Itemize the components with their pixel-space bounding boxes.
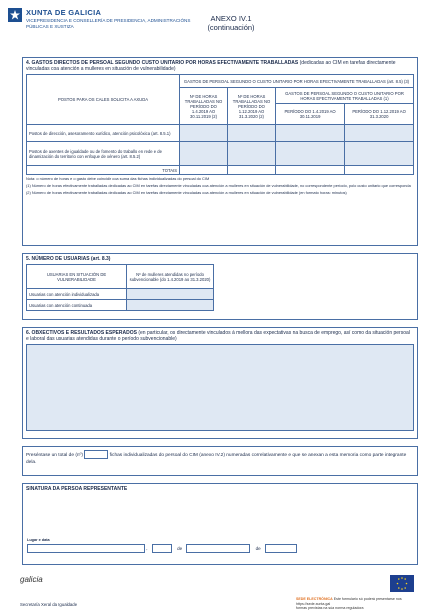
cell-input[interactable] xyxy=(345,142,414,166)
cell-total[interactable] xyxy=(228,166,276,175)
present-text-1: Preséntase un total de (nº) xyxy=(26,452,83,458)
users-table xyxy=(26,264,214,311)
section-5-title: 5. NÚMERO DE USUARIAS (art. 8.3) xyxy=(26,256,111,262)
cell-input[interactable] xyxy=(345,125,414,142)
cell-input[interactable] xyxy=(127,289,214,300)
cell-input[interactable] xyxy=(276,125,345,142)
year-input[interactable] xyxy=(265,544,297,553)
cell-input[interactable] xyxy=(180,125,228,142)
col-group: GASTOS DE PERSOAL SEGUNDO O CUSTO UNITARIO POR HORAS EFECTIVAMENTE TRABALLADAS (art. 8.5) (3) xyxy=(180,75,414,88)
col-users: USUARIAS EN SITUACIÓN DE VULNERABILIDADE xyxy=(27,265,127,289)
col-period-1: PERÍODO DO 1.4.2019 AO 30.11.2019 xyxy=(276,104,345,125)
cell-input[interactable] xyxy=(228,142,276,166)
eu-flag-icon xyxy=(390,575,414,592)
section-4-title: 4. GASTOS DIRECTOS DE PERSOAL SEGUNDO CUSTO UNITARIO POR HORAS EFECTIVAMENTE TRABALLADAS (dedicadas ao CIM en tarefas directamente vinculadas coa atención a mulleres en situación de vulnerabilidade) xyxy=(26,60,396,72)
objectives-textarea[interactable] xyxy=(26,344,414,431)
row-equality-agents: Postos de axentes de igualdade ou de fomento do traballo en rede e de dinamización do territorio con enfoque de xénero (art. 8.5.2) xyxy=(27,142,180,166)
footer-right: SEDE ELECTRÓNICA Este formulario só poderá presentarse nos https://sede.xunta.gal formas previstas na súa norma reguladora xyxy=(296,597,402,611)
row-continued: Usuarias con atención continuada xyxy=(27,300,127,311)
col-hours-1: Nº DE HORAS TRABALLADAS NO PERÍODO DO 1.4.2019 AO 30.11.2019 (2) xyxy=(180,88,228,125)
row-individual: Usuarias con atención individualizada xyxy=(27,289,127,300)
row-direction: Postos de dirección, asesoramento xurídico, atención psicolóxica (art. 8.5.1) xyxy=(27,125,180,142)
signature-title: SINATURA DA PERSOA REPRESENTANTE xyxy=(26,486,128,492)
col-hours-2: Nº DE HORAS TRABALLADAS NO PERÍODO DO 1.12.2019 AO 31.3.2020 (2) xyxy=(228,88,276,125)
place-date-label: Lugar e data xyxy=(27,538,50,542)
col-cost-group: GASTOS DE PERSOAL SEGUNDO O CUSTO UNITARIO POR HORAS EFECTIVAMENTE TRABALLADAS (1) xyxy=(276,88,414,104)
present-section xyxy=(22,446,418,476)
cell-input[interactable] xyxy=(180,142,228,166)
section-4 xyxy=(22,57,418,246)
section-5 xyxy=(22,253,418,320)
footer-left: Secretaría Xeral da Igualdade xyxy=(20,602,78,607)
page-header xyxy=(8,6,433,56)
note-1: (1) Número de horas efectivamente traballadas dedicadas ao CIM en tarefas directamente vinculadas coa atención a mulleres en situación de vulnerabilidade, no correspondente período, polo custo unitario que corresponda xyxy=(26,183,411,188)
col-period-2: PERÍODO DO 1.12.2019 AO 31.3.2020 xyxy=(345,104,414,125)
note-0: Nota: o número de horas e o gasto debe coincidir coa suma das fichas individualizadas do persoal do CIM xyxy=(26,176,210,181)
files-count-input[interactable] xyxy=(84,450,108,459)
col-posts: POSTOS PARA OS CALES SOLICITA A AXUDA xyxy=(27,75,180,125)
xunta-logo-icon xyxy=(8,8,22,22)
cell-input[interactable] xyxy=(276,142,345,166)
month-input[interactable] xyxy=(186,544,250,553)
place-input[interactable] xyxy=(27,544,145,553)
org-subtitle: VICEPRESIDENCIA E CONSELLERÍA DE PRESIDENCIA, ADMINISTRACIÓNS PÚBLICAS E XUSTIZA xyxy=(26,18,191,29)
org-name: XUNTA DE GALICIA xyxy=(26,8,102,17)
cell-input[interactable] xyxy=(228,125,276,142)
cell-total[interactable] xyxy=(276,166,345,175)
section-6-title: 6. OBXECTIVOS E RESULTADOS ESPERADOS (en particular, os directamente vinculados á mellora das expectativas na busca de emprego, así como da situación persoal e laboral das usuarias atendidas durante o período subvencionable) xyxy=(26,330,410,342)
present-text-2: fichas individualizadas do persoal do CIM (anexo IV.2) numeradas correlativamente e que se anexan a esta memoria como parte integrante dela. xyxy=(26,452,407,465)
totals-label: TOTAIS xyxy=(27,166,180,175)
section-6 xyxy=(22,327,418,439)
cell-total[interactable] xyxy=(180,166,228,175)
cell-total[interactable] xyxy=(345,166,414,175)
cell-input[interactable] xyxy=(127,300,214,311)
day-input[interactable] xyxy=(152,544,172,553)
col-women-count: Nº de mulleres atendidas no período subvencionable (do 1.4.2019 ao 31.3.2020) xyxy=(127,265,214,289)
annex-title: ANEXO IV.1 (continuación) xyxy=(207,14,255,32)
signature-section: SINATURA DA PERSOA REPRESENTANTE Lugar e data , de de xyxy=(22,483,418,565)
staff-cost-table xyxy=(26,74,414,175)
note-2: (2) Número de horas efectivamente traballadas dedicadas ao CIM en tarefas directamente vinculadas coa atención a mulleres en situación de vulnerabilidade (en formato horas: minutos) xyxy=(26,190,347,195)
galicia-logo: galicia xyxy=(20,575,43,584)
